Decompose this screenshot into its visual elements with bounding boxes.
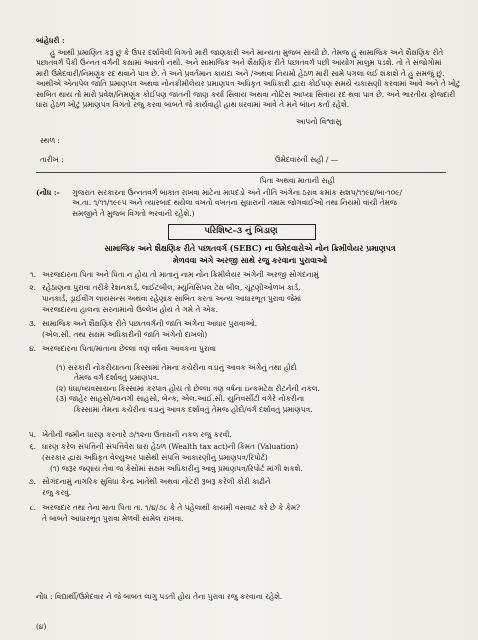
income-proof-list bbox=[56, 363, 471, 425]
note-label: (નોંધ :- bbox=[36, 188, 60, 197]
requirements-list bbox=[10, 430, 470, 580]
declaration-line: મારી ઉમેદવારી/નિમણુંક રદ થવાને પાત્ર છે. તે અને પ્રવર્તમાન કાયદા અને /અથવા નિયમો હેઠળ મારી સામે પગલા લઈ શકાશે તે હું સમજું છું. bbox=[36, 68, 445, 78]
income-item: (૩) જાહેર સાહસો/ખાનગી સાહસો, બેન્ક, એલ.આઈ.સી. યુનિવર્સીટી વગેરે નોકરીના bbox=[56, 394, 305, 404]
list-item: ૪. અરજદારના પિતા/માતાના છેલ્લા ત્રણ વર્ષના આવકના પુરાવા bbox=[29, 344, 216, 353]
declaration-line: આથીએ એનાપેલ જાતિ પ્રમાણપત્ર અથવા નોનક્રીમીલેયર પ્રમાણપત્ર અધિકૃત અધિકારી દ્વારા કોઈપણ સમયે ચકાસણી કરવામાં આવે અને તે ખોટું bbox=[36, 79, 461, 89]
list-item: ૫. ખેતીની જમીન ધારણ કરનારે ૭/૧૨ના ઉતારાની નકલ રજુ કરવી. bbox=[28, 430, 232, 439]
declaration-line: હું આથી પ્રમાણિત કરૂ છું કે ઉપર દર્શાવેલી વિગતો મારી જાણકારી અને માન્યતા મુજબ સાચી છે. તેમજ હું સામાજિક અને શૈક્ષણિક રીતે bbox=[50, 48, 444, 57]
page-number: (૪) bbox=[36, 622, 47, 631]
note-line: અ.તા. ૧/૧૧/૧૯૯૫ અને ત્યારબાદ થયેલા વખતો વખતના સુધારાની તમામ જોગવાઈઓ તથા નિયમો વાંચી તેમજ bbox=[72, 198, 397, 208]
income-item: કિસ્સામાં તેમના કચેરીના વડાનું આવક દર્શાવતું તેમજ હોદો/વર્ગ દર્શાવતું પ્રમાણપત્ર. bbox=[74, 404, 313, 414]
income-item: (૨) ધંધા/વ્યવસાયના કિસ્સામાં કરપાત્ર હોય તો છેલ્લા ત્રણ વર્ષના ઇન્કમટેક્ષ રીટર્નની નકલ. bbox=[56, 383, 320, 393]
list-item: ૬. ધારણ કરેલ સંપત્તિની સંપત્તિવેરા ધારા હેઠળ (Wealth tax act)ની કિંમત (Valuation) (સરકાર દ્વારા અધિકૃત વેલ્યુઅર પાસેથી સંપત્તિ આકારણીનું પ્રમાણપત્ર/રિપોર્ટ) (૧) જરૂર જણાય તેવા જ કેસોમાં સક્ષમ અધિકારીનું આવું પ્રમાણપત્ર/રિપોર્ટ માંગી શકશે. bbox=[29, 442, 303, 473]
final-note: નોંધ : વિદ્યાર્થી/ઉમેદવાર ને જે બાબત લાગુ પડતી હોય તેના પુરાવા રજુ કરવાના રહેશે. bbox=[36, 592, 283, 601]
note-line: ગુજરાત સરકારના ઉન્નતવર્ગ બાકાત રાખવા માટેના માપદંડો અને નીતિ અંગેના ઠરાવ ક્રમાંક સશપ/૧૧૯૪/બા-૧૦૯/ bbox=[72, 188, 402, 197]
list-item: ૭. સોગંદનામું નાગરિક સુવિધા કેન્દ્ર ખાતેથી અથવા નોટરી રૂબરૂ કરેલી કોરી કાઢીને રજુ કરવું. bbox=[28, 477, 271, 497]
note-line: સમજીને તે મુજબ વિગતો ભરવાની રહેશે.) bbox=[72, 208, 195, 218]
list-item: ૩. સામાજિક અને શૈક્ષણિક રીતે પછાતવર્ગની જાતિ અંગેના આધાર પુરાવાઓ. (એલ.સી. તથા સક્ષમ અધિકારીની જાતિ અંગેનો દાખલો) bbox=[28, 319, 258, 339]
note-text bbox=[72, 188, 472, 219]
candidate-signature-label: ઉમેદવારની સહી / — bbox=[275, 155, 339, 164]
income-item: તેમજ વર્ગ દર્શાવતું પ્રમાણપત્ર. bbox=[74, 373, 160, 383]
parent-signature-label: પિતા અથવા માતાની સહી bbox=[260, 176, 335, 185]
declaration-line: ધારા હેઠળ ખોટું પ્રમાણપત્ર વિગતો રજુ કરવા બાબતે જે કાર્યવાહી હાથ ધરવામાં આવે તે મને બંધન કર્તા રહેશે. bbox=[36, 100, 350, 110]
divider bbox=[36, 172, 446, 173]
list-item: ૧. અરજદારના પિતા અને પિતા ન હોય તો માતાનું નામ નોન ક્રિમીલેયર અંગેની અરજી સોગંદનામું bbox=[30, 270, 319, 279]
declaration-paragraph bbox=[36, 48, 476, 110]
declaration-line: સાબિત થાય તો મારો પ્રવેશ/નિમણુંક કોઈપણ જાતની જાણ કર્યા સિવાય અથવા નોટિસ આપ્યા સિવાય રદ થવા પાત્ર છે. અને ભારતીય ફોજદારી bbox=[36, 89, 456, 99]
yours-faithfully: આપનો વિશ્વાસુ bbox=[296, 117, 342, 126]
appendix-subtitle: મેળવવા અંગે અરજી સાથે રજુ કરવાના પુરાવાઓ bbox=[172, 256, 328, 265]
declaration-heading: બાંહેધરી : bbox=[36, 36, 65, 45]
appendix-title: પરિશિષ્ટ-૩ નું બિડાણ bbox=[204, 226, 278, 236]
place-label: સ્થળ : bbox=[40, 136, 60, 145]
appendix-subtitle: સામાજિક અને શૈક્ષણિક રીતે પછાતવર્ગ (SEBC) ના ઉમેદવારોએ નોન ક્રિમીલેયર પ્રમાણપત્ર bbox=[104, 244, 396, 253]
date-label: તારીખ : bbox=[40, 155, 64, 164]
list-item: ૮. અરજદાર તથા તેના માતા પિતા તા. ૧/૪/૭૮ કે તે પહેલાથી કાયમી વસવાટ કરે છે કે કેમ? તે બાબતે આધારભૂત પુરાવા મેળવી સામેલ રાખવા. bbox=[29, 503, 301, 523]
list-item: ૨. રહેઠાણના પુરાવા તરીકે રેશનકાર્ડ, લાઈટબીલ, મ્યુનિસિપલ ટેક્ષ બીલ, ચૂંટણીઓળખ કાર્ડ, પાનકાર્ડ, ડ્રાઈવીંગ લાયસન્સ અથવા રહેણાંક સાબિત કરતા અન્ય આધારભૂત પુરાવા જેમાં અરજદારના હાલના સરનામાનો ઉલ્લેખ હોય તે ગમે તે એક. bbox=[29, 283, 302, 314]
declaration-line: પછાતવર્ગ પૈકી ઉન્નત વર્ગની કક્ષામાં આવતો નથી. અને સામાજિક અને શૈક્ષણિક રીતે પછાતવર્ગ પછી આયોગ માલુમ પડશે. તો તે સંજોગોમાં bbox=[36, 58, 442, 68]
income-item: (૧) સરકારી નોકરીયાતના કિસ્સામાં તેમના કચેરીના વડાનું આવક અંગેનું તથા હોદો bbox=[56, 363, 297, 372]
